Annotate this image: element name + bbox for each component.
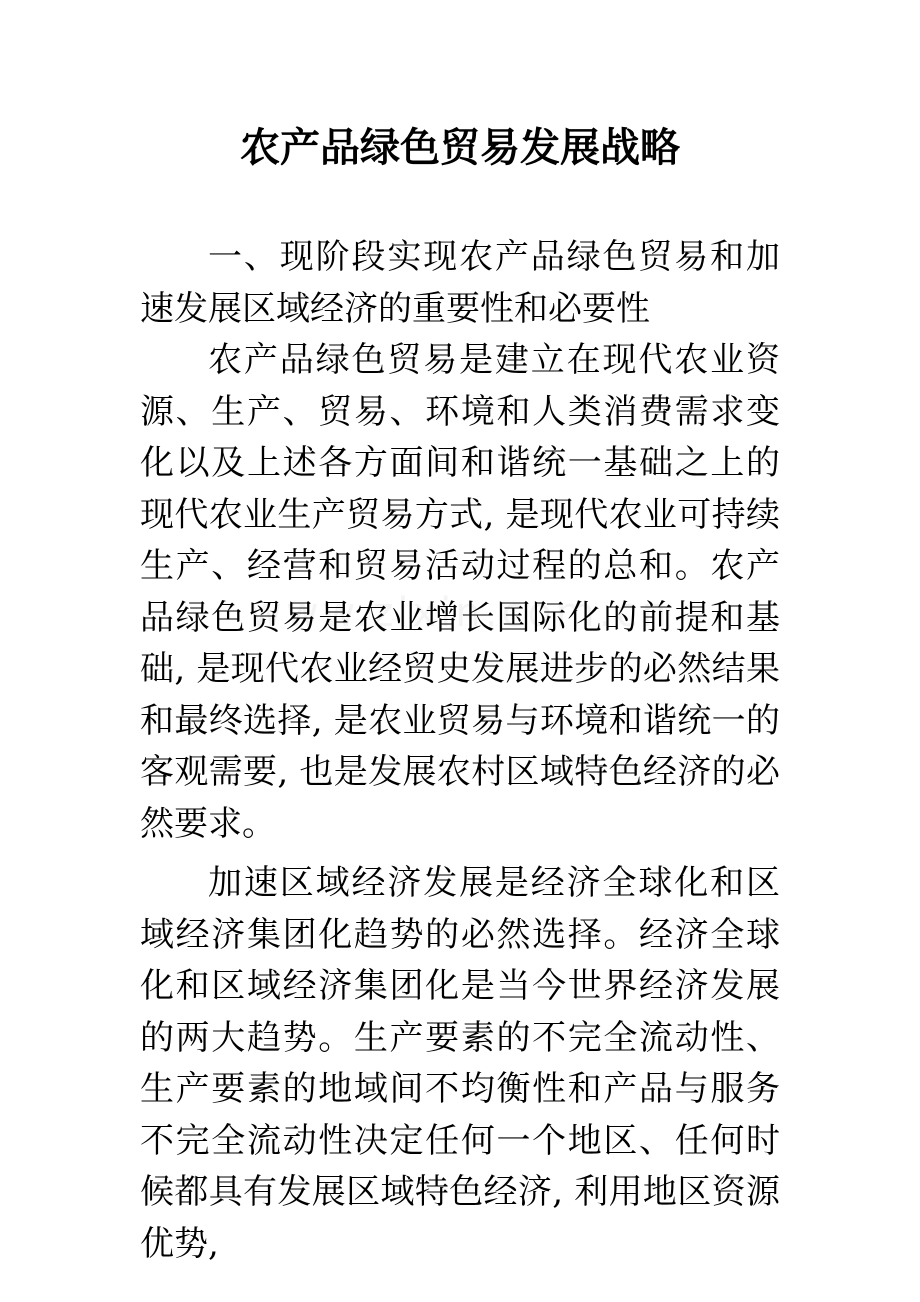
document-title: 农产品绿色贸易发展战略: [240, 124, 680, 171]
paragraph: 农产品绿色贸易是建立在现代农业资源、生产、贸易、环境和人类消费需求变化以及上述各方面间和谐统一基础之上的现代农业生产贸易方式, 是现代农业可持续生产、经营和贸易活动过程的总和。农产品绿色贸易是农业增长国际化的前提和基础, 是现代农业经贸史发展进步的必然结果和最终选择, 是农业贸易与环境和谐统一的客观需要, 也是发展农村区域特色经济的必然要求。: [140, 340, 780, 844]
section-heading: 一、现阶段实现农产品绿色贸易和加速发展区域经济的重要性和必要性: [140, 237, 780, 329]
paragraph: 加速区域经济发展是经济全球化和区域经济集团化趋势的必然选择。经济全球化和区域经济集团化是当今世界经济发展的两大趋势。生产要素的不完全流动性、生产要素的地域间不均衡性和产品与服务不完全流动性决定任何一个地区、任何时候都具有发展区域特色经济, 利用地区资源优势,: [140, 863, 780, 1264]
document-body: [140, 232, 780, 1270]
